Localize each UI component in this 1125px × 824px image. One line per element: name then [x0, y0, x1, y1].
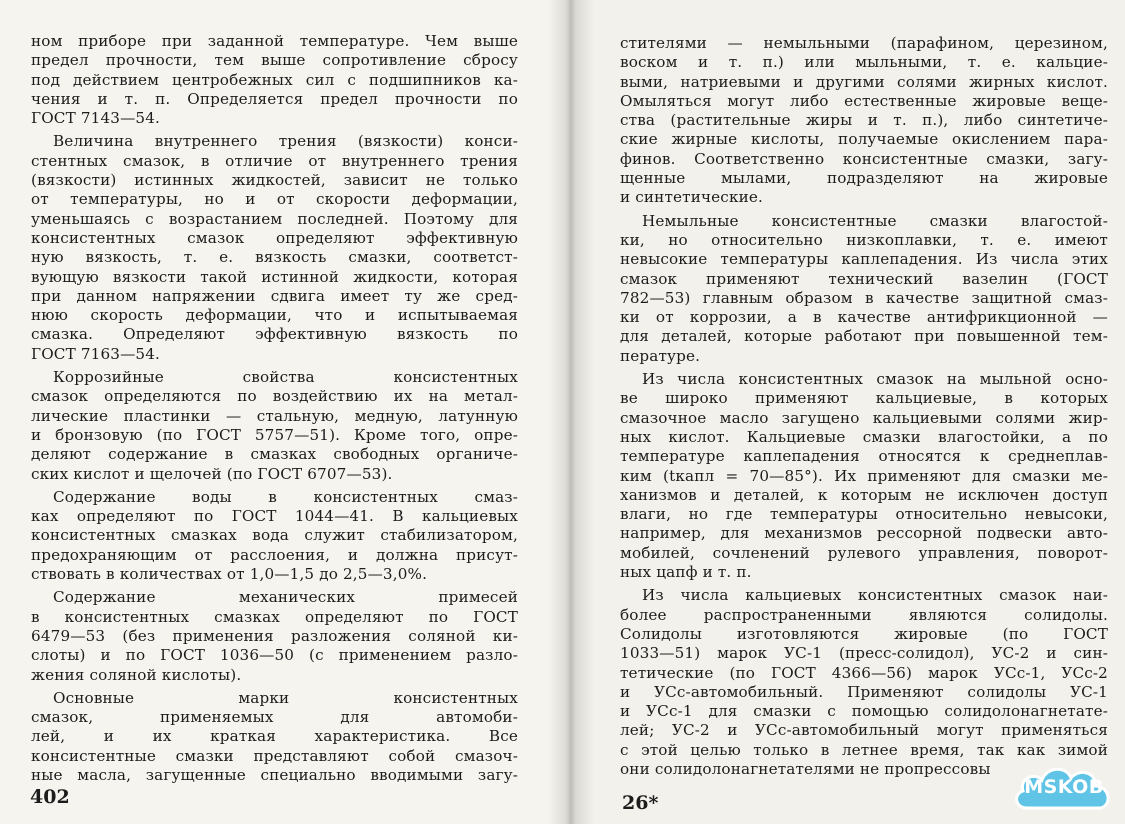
text-line: консистентных смазках вода служит стабилизатором,	[31, 526, 518, 545]
text-line: под действием центробежных сил с подшипников ка-	[31, 70, 518, 89]
text-line: щенные мылами, подразделяют на жировые	[620, 169, 1108, 188]
text-line: ким (tкапл = 70—85°). Их применяют для смазки ме-	[620, 466, 1108, 485]
text-line: вующую вязкости такой истинной жидкости, которая	[31, 267, 518, 286]
text-line: ки от коррозии, а в качестве антифрикционной —	[620, 308, 1108, 327]
text-line: они солидолонагнетателями не пропрессовы	[620, 759, 991, 778]
text-line: нюю скорость деформации, что и испытываемая	[31, 306, 518, 325]
text-line: Содержание механических примесей	[53, 588, 518, 607]
text-line: ных цапф и т. п.	[620, 563, 752, 582]
text-line: тетические (по ГОСТ 4366—56) марок УСс-1, УСс-2	[620, 663, 1108, 682]
text-line: финов. Соответственно консистентные смазки, загу-	[620, 149, 1108, 168]
text-line: в консистентных смазках определяют по ГОСТ	[31, 607, 518, 626]
text-line: (вязкости) истинных жидкостей, зависит не только	[31, 171, 518, 190]
text-line: лические пластинки — стальную, медную, латунную	[31, 406, 518, 425]
left-page-number: 402	[30, 786, 70, 808]
text-line: ханизмов и деталей, к которым не исключен доступ	[620, 485, 1108, 504]
text-line: предел прочности, тем выше сопротивление сбросу	[31, 51, 518, 70]
text-line: влаги, но где температуры относительно невысоки,	[620, 505, 1108, 524]
text-line: воском и т. п.) или мыльными, т. е. кальцие-	[620, 53, 1108, 72]
text-line: ГОСТ 7143—54.	[31, 109, 161, 128]
text-line: смазок применяют технический вазелин (ГОСТ	[620, 269, 1108, 288]
text-line: более распространенными являются солидолы.	[620, 605, 1108, 624]
text-line: ские жирные кислоты, получаемые окислением пара-	[620, 130, 1108, 149]
text-line: при данном напряжении сдвига имеет ту же сред-	[31, 286, 518, 305]
text-line: ГОСТ 7163—54.	[31, 344, 161, 363]
text-line: Солидолы изготовляются жировые (по ГОСТ	[620, 624, 1108, 643]
text-line: жения соляной кислоты).	[31, 665, 242, 684]
text-line: от температуры, но и от скорости деформации,	[31, 190, 518, 209]
book-gutter	[548, 0, 594, 824]
text-line: с этой целью только в летнее время, так как зимой	[620, 740, 1108, 759]
text-line: для деталей, которые работают при повышенной тем-	[620, 327, 1108, 346]
text-line: 1033—51) марок УС-1 (пресс-солидол), УС-2 и син-	[620, 644, 1108, 663]
text-line: и бронзовую (по ГОСТ 5757—51). Кроме того, опре-	[31, 425, 518, 444]
text-line: смазок определяются по воздействию их на метал-	[31, 387, 518, 406]
text-line: Основные марки консистентных	[53, 688, 518, 707]
text-line: Величина внутреннего трения (вязкости) конси-	[53, 132, 518, 151]
text-line: например, для механизмов рессорной подвески авто-	[620, 524, 1108, 543]
left-page-text	[31, 32, 518, 785]
text-line: предохраняющим от расслоения, и должна присут-	[31, 545, 518, 564]
text-line: лей; УС-2 и УСс-автомобильный могут применяться	[620, 721, 1108, 740]
text-line: ства (растительные жиры и т. п.), либо синтетиче-	[620, 111, 1108, 130]
text-line: ве широко применяют кальциевые, в которых	[620, 389, 1108, 408]
text-line: и УСс-1 для смазки с помощью солидолонагнетате-	[620, 702, 1108, 721]
text-line: консистентных смазок определяют эффективную	[31, 228, 518, 247]
text-line: стителями — немыльными (парафином, церезином,	[620, 34, 1108, 52]
text-line: ном приборе при заданной температуре. Чем выше	[31, 32, 518, 50]
right-page-text	[620, 34, 1108, 779]
text-line: ских кислот и щелочей (по ГОСТ 6707—53).	[31, 464, 393, 483]
text-line: невысокие температуры каплепадения. Из числа этих	[620, 250, 1108, 269]
text-line: ки, но относительно низкоплавки, т. е. имеют	[620, 230, 1108, 249]
text-line: смазок, применяемых для автомоби-	[31, 708, 518, 727]
right-page-number: 26*	[622, 792, 659, 814]
text-line: 6479—53 (без применения разложения соляной ки-	[31, 626, 518, 645]
text-line: лей, и их краткая характеристика. Все	[31, 727, 518, 746]
text-line: смазка. Определяют эффективную вязкость по	[31, 325, 518, 344]
text-line: и УСс-автомобильный. Применяют солидолы УС-1	[620, 682, 1108, 701]
text-line: Коррозийные свойства консистентных	[53, 368, 518, 387]
text-line: слоты) и по ГОСТ 1036—50 (с применением разло-	[31, 646, 518, 665]
text-line: смазочное масло загущено кальциевыми солями жир-	[620, 408, 1108, 427]
text-line: ных кислот. Кальциевые смазки влагостойки, а по	[620, 427, 1108, 446]
text-line: деляют содержание в смазках свободных органиче-	[31, 445, 518, 464]
text-line: Из числа кальциевых консистентных смазок наи-	[642, 586, 1108, 605]
text-line: Немыльные консистентные смазки влагостой-	[642, 211, 1108, 230]
text-line: 782—53) главным образом в качестве защитной смаз-	[620, 288, 1108, 307]
text-line: Омыляться могут либо естественные жировые веще-	[620, 91, 1108, 110]
text-line: и синтетические.	[620, 188, 763, 207]
text-line: стентных смазок, в отличие от внутреннего трения	[31, 151, 518, 170]
text-line: Содержание воды в консистентных смаз-	[53, 487, 518, 506]
text-line: консистентные смазки представляют собой смазоч-	[31, 746, 518, 765]
text-line: чения и т. п. Определяется предел прочности по	[31, 89, 518, 108]
text-line: температуре каплепадения относятся к среднеплав-	[620, 447, 1108, 466]
text-line: Из числа консистентных смазок на мыльной осно-	[642, 370, 1108, 389]
mskob-watermark-logo	[1009, 758, 1119, 820]
text-line: ные масла, загущенные специально вводимыми загу-	[31, 765, 518, 784]
watermark-text: MSKOB	[1024, 776, 1104, 798]
text-line: ствовать в количествах от 1,0—1,5 до 2,5—3,0%.	[31, 565, 428, 584]
text-line: мобилей, сочленений рулевого управления, поворот-	[620, 543, 1108, 562]
text-line: уменьшаясь с возрастанием последней. Поэтому для	[31, 209, 518, 228]
text-line: выми, натриевыми и другими солями жирных кислот.	[620, 72, 1108, 91]
text-line: ную вязкость, т. е. вязкость смазки, соответст-	[31, 248, 518, 267]
text-line: пературе.	[620, 346, 701, 365]
text-line: ках определяют по ГОСТ 1044—41. В кальциевых	[31, 507, 518, 526]
